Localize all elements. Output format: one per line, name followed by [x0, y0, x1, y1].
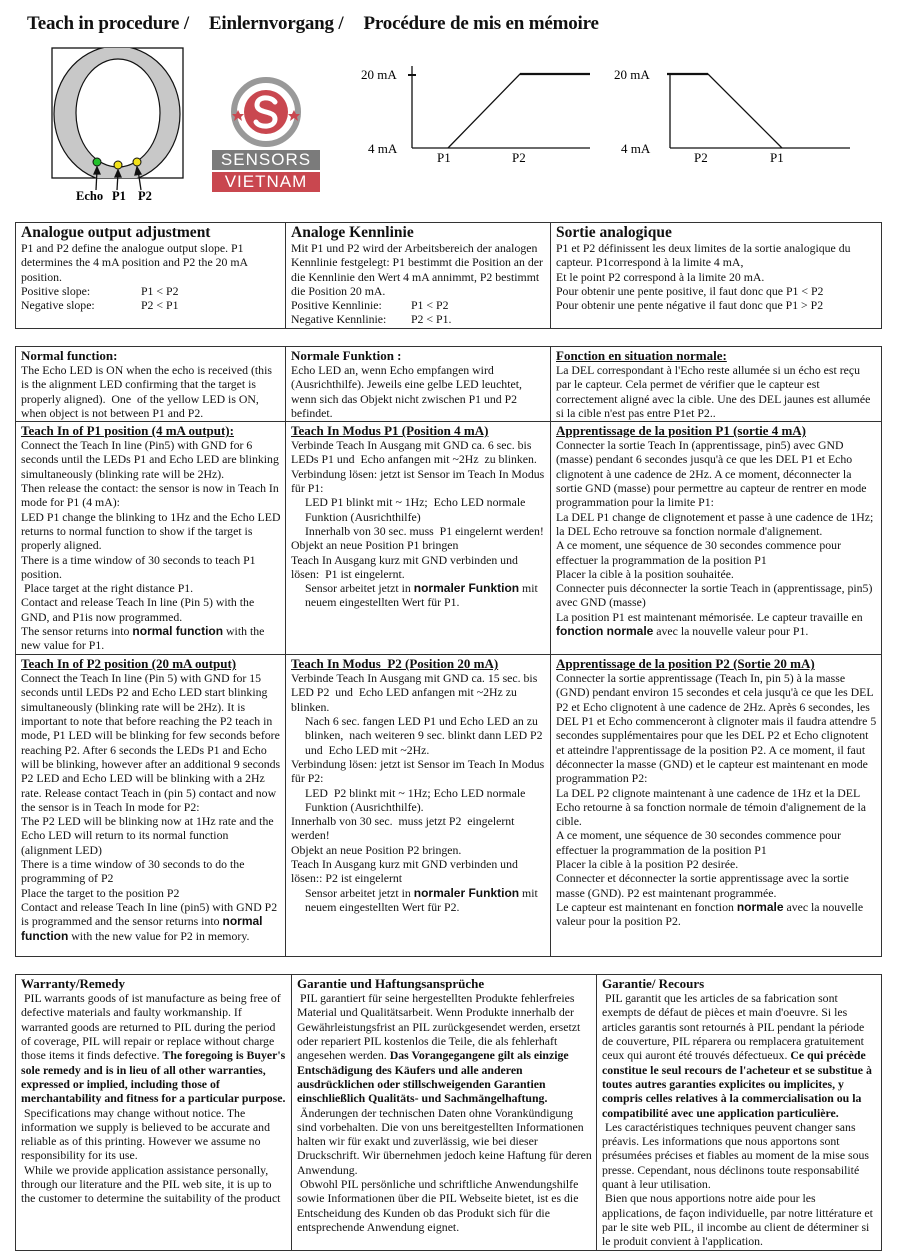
paragraph: LED P2 blinkt mit ~ 1Hz; Echo LED normale Funktion (Ausrichthilfe).	[305, 785, 529, 814]
paragraph: Verbindung lösen: jetzt ist Sensor im Teach In Modus für P1:	[291, 466, 548, 496]
paragraph: Sensor arbeitet jetzt in normaler Funktion mit neuem eingestellten Wert für P2.	[305, 885, 541, 914]
normal-function-en	[16, 347, 286, 422]
output-curve	[448, 74, 590, 148]
cell-heading: Apprentissage de la position P2 (Sortie 20 mA)	[556, 656, 815, 672]
p1-led-icon	[114, 161, 122, 169]
paragraph: A ce moment, une séquence de 30 secondes commence pour effectuer la programmation de la position P1	[556, 538, 844, 567]
p2-led-icon	[133, 158, 141, 166]
x-label: P1	[770, 150, 784, 165]
y-label-20ma: 20 mA	[614, 67, 650, 82]
p1-label: P1	[112, 189, 126, 203]
normal-function-fr	[551, 347, 882, 422]
negative-slope-graph	[614, 67, 850, 165]
warranty-fr	[597, 975, 882, 1250]
cell-en	[16, 223, 286, 329]
paragraph: Placer la cible à la position P2 desirée.	[556, 857, 739, 872]
bold-text: Das Vorangegangene gilt als einzige Entschädigung des Käufers und alle anderen ausdrücklichen oder stillschweigenden Garantien einschließlich Qualitäts- und Sachmängelhaftung.	[297, 1048, 572, 1106]
paragraph: A ce moment, une séquence de 30 secondes commence pour effectuer la programmation de la position P1	[556, 828, 844, 857]
cell-fr	[551, 223, 882, 329]
paragraph: Connecter puis déconnecter la sortie Teach in (apprentissage, pin5) avec GND (masse)	[556, 581, 876, 610]
content-tables	[15, 222, 881, 1251]
cell-heading: Normale Funktion :	[291, 348, 402, 363]
paragraph: Objekt an neue Position P1 bringen	[291, 538, 459, 553]
cell-heading: Analoge Kennlinie	[291, 224, 414, 241]
emphasis-text: normal function	[132, 624, 224, 639]
paragraph: Obwohl PIL persönliche und schriftliche Anwendungshilfe sowie Informationen über die PIL Webseite bietet, ist es die Entscheidung des Kunden ob das Produkt sich für die entsprechende Anwendung eignet.	[297, 1177, 582, 1234]
paragraph: Connect the Teach In line (Pin5) with GND for 6 seconds until the LEDs P1 and Echo LED are blinking simultaneously (blinking rate will be 2Hz).	[21, 438, 282, 481]
paragraph: La DEL P1 change de clignotement et passe à une cadence de 1Hz; la DEL Echo retrouve sa fonction normale d'alignement.	[556, 509, 877, 538]
cell-heading: Sortie analogique	[556, 224, 672, 241]
paragraph: Teach In Ausgang kurz mit GND verbinden und lösen: P1 ist eingelernt.	[291, 552, 521, 581]
paragraph: Et le point P2 correspond à la limite 20 mA.	[556, 269, 765, 284]
paragraph: Specifications may change without notice. The information we supply is believed to be accurate and reliable as of this printing. However we assume no responsibility for its use.	[21, 1105, 273, 1163]
paragraph: Connecter la sortie Teach In (apprentissage, pin5) avec GND (masse) pendant 6 secondes jusqu'à ce que les DEL P1 et Echo clignotent à une cadence de 2Hz. A ce moment, déconnecter la sortie GND (masse) pour permettre au capteur de rentrer en mode programmation pour la limite P1:	[556, 438, 870, 510]
title-fr: Procédure de mis en mémoire	[363, 13, 599, 34]
paragraph: Pour obtenir une pente positive, il faut donc que P1 < P2	[556, 283, 824, 298]
paragraph: Teach In Ausgang kurz mit GND verbinden und lösen:: P2 ist eingelernt	[291, 857, 521, 886]
paragraph: PIL garantiert für seine hergestellten Produkte fehlerfreies Material und Qualitätsarbeit. Wenn Produkte innerhalb der Gewährleistungsfrist an PIL zurückgesendet werden, ersetzt oder repariert PIL kostenlos die Teile, die als fehlerhaft angesehen werden. Das Vorangegangene gilt als einzige Entschädigung des Käufers und alle anderen ausdrücklichen oder stillschweigenden Garantien einschließlich Qualitäts- und Sachmängelhaftung.	[297, 991, 584, 1106]
emphasis-text: normaler Funktion	[413, 581, 520, 596]
emphasis-text: normal function	[21, 914, 266, 943]
paragraph: P1 et P2 définissent les deux limites de la sortie analogique du capteur. P1correspond à la limite 4 mA,	[556, 241, 854, 270]
teach-p1-fr	[551, 422, 882, 655]
paragraph: LED P1 blinkt mit ~ 1Hz; Echo LED normale Funktion (Ausrichthilfe)	[305, 495, 529, 524]
paragraph: LED P1 change the blinking to 1Hz and the Echo LED returns to normal function to show if the target is properly aligned.	[21, 509, 284, 553]
paragraph: Negative Kennlinie: P2 < P1.	[291, 312, 452, 327]
paragraph: The sensor returns into normal function with the new value for P1.	[21, 624, 268, 653]
paragraph: While we provide application assistance personally, through our literature and the PIL web site, it is up to the customer to determine the suitability of the product	[21, 1162, 281, 1206]
cell-heading: Teach In Modus P1 (Position 4 mA)	[291, 423, 489, 439]
page-title	[27, 13, 619, 35]
teach-p1-en	[16, 422, 286, 655]
teach-in-diagrams	[0, 40, 900, 210]
paragraph: PIL warrants goods of ist manufacture as being free of defective materials and faulty workmanship. If warranted goods are returned to PIL during the period of coverage, PIL will repair or replace without charge those items it finds defective. The foregoing is Buyer's sole remedy and is in lieu of all other warranties, expressed or implied, including those of merchantability and fitness for a particular purpose.	[21, 991, 289, 1106]
cell-heading: Apprentissage de la position P1 (sortie 4 mA)	[556, 423, 807, 439]
paragraph: La position P1 est maintenant mémorisée. Le capteur travaille en fonction normale avec la nouvelle valeur pour P1.	[556, 609, 866, 639]
y-label-4ma: 4 mA	[621, 141, 651, 156]
watermark-logo	[212, 150, 320, 192]
warranty-table	[15, 974, 882, 1250]
paragraph: Positive slope: P1 < P2	[21, 283, 179, 298]
paragraph: P1 and P2 define the analogue output slope. P1 determines the 4 mA position and P2 the 20 mA position.	[21, 241, 251, 284]
paragraph: Änderungen der technischen Daten ohne Vorankündigung sind vorbehalten. Die von uns bereitgestellten Informationen halten wir für exakt und zuverlässig, wie bei dieser Druckschrift. Wir übernehmen jedoch keine Haftung für deren Anwendung.	[297, 1105, 595, 1177]
paragraph: Place the target to the position P2	[21, 885, 180, 900]
positive-slope-graph	[361, 66, 590, 165]
paragraph: Innerhalb von 30 sec. muss P1 eingelernt werden!	[305, 523, 544, 538]
echo-led-icon	[93, 158, 101, 166]
warranty-de	[292, 975, 597, 1250]
teach-p1-de	[286, 422, 551, 655]
paragraph: PIL garantit que les articles de sa fabrication sont exempts de défaut de pièces et main d'oeuvre. Si les articles garantis sont retournés à PIL pendant la période de couverture, PIL réparera ou remplacera gratuitement ceux qui auront été trouvés défectueux. Ce qui précède constitue le seul recours de l'acheteur et se substitue à toutes autres garanties explicites ou implicites, y compris celles relatives à la commercialisation ou la compatibilité avec une application particulière.	[602, 991, 875, 1120]
teach-p2-en	[16, 655, 286, 957]
paragraph: Placer la cible à la position souhaitée.	[556, 566, 734, 581]
cell-heading: Warranty/Remedy	[21, 976, 125, 992]
paragraph: Contact and release Teach In line (pin5) with GND P2 is programmed and the sensor returns into normal function with the new value for P2 in memory.	[21, 899, 281, 943]
emphasis-text: fonction normale	[556, 624, 654, 639]
bold-text: Ce qui précède constitue le seul recours de l'acheteur et se substitue à toutes autres garanties explicites ou implicites, y compris celles relatives à la commercialisation ou la compatibilité avec une application particulière.	[602, 1048, 875, 1120]
x-label: P2	[694, 150, 708, 165]
teach-in-table	[15, 346, 882, 957]
title-de: Einlernvorgang /	[208, 13, 344, 34]
paragraph: Nach 6 sec. fangen LED P1 und Echo LED an zu blinken, nach weiteren 9 sec. blinkt dann LED P2 und Echo LED mit ~2Hz.	[305, 714, 546, 757]
paragraph: The P2 LED will be blinking now at 1Hz rate and the Echo LED will return to its normal function (alignment LED)	[21, 814, 277, 857]
paragraph: La DEL correspondant à l'Echo reste allumée si un écho est reçu par le capteur. Cela permet de vérifier que le capteur est correctement aligné avec la cible. Une des DEL jaunes est allumée si la cible n'est pas entre P1et P2..	[556, 363, 874, 420]
bold-text: The foregoing is Buyer's sole remedy and is in lieu of all other warranties, expressed or implied, including those of merchantability and fitness for a particular purpose.	[21, 1048, 289, 1106]
analogue-output-table	[15, 222, 882, 329]
paragraph: Contact and release Teach In line (Pin 5) with the GND, and P1is now programmed.	[21, 595, 258, 624]
paragraph: Then release the contact: the sensor is now in Teach In mode for P1 (4 mA):	[21, 481, 282, 510]
x-label: P1	[437, 150, 451, 165]
y-label-4ma: 4 mA	[368, 141, 398, 156]
watermark-line1: SENSORS	[212, 150, 320, 170]
paragraph: Connect the Teach In line (Pin 5) with GND for 15 seconds until LEDs P2 and Echo LED start blinking simultaneously (blinking rate will be 2Hz). It is important to note that before reaching the P2 teach in mode, P1 LED will be blinking for few seconds before reaching P2. After 6 seconds the LEDs P1 and Echo will be blinking, however after an additional 9 seconds P2 LED and Echo LED will be blinking with a 2Hz rate. Release contact Teach in (pin 5) contact and now the sensor is in Teach In mode for P2:	[21, 671, 284, 814]
paragraph: The Echo LED is ON when the echo is received (this is the alignment LED confirming that the target is properly aligned). One of the yellow LED is ON, when object is not between P1 and P2.	[21, 363, 275, 420]
paragraph: Negative slope: P2 < P1	[21, 298, 179, 313]
paragraph: Place target at the right distance P1.	[21, 581, 194, 596]
cell-heading: Garantie und Haftungsansprüche	[297, 976, 485, 992]
p2-label: P2	[138, 189, 152, 203]
paragraph: Verbindung lösen: jetzt ist Sensor im Teach In Modus für P2:	[291, 756, 548, 786]
emphasis-text: normaler Funktion	[413, 885, 520, 900]
watermark-line2: VIETNAM	[212, 172, 320, 192]
teach-p2-de	[286, 655, 551, 957]
cell-heading: Teach In Modus P2 (Position 20 mA)	[291, 656, 499, 672]
paragraph: Connecter et déconnecter la sortie apprentissage avec la sortie masse (GND). P2 est maintenant programmée.	[556, 871, 852, 900]
paragraph: Objekt an neue Position P2 bringen.	[291, 842, 462, 857]
teach-p2-fr	[551, 655, 882, 957]
y-label-20ma: 20 mA	[361, 67, 397, 82]
cell-heading: Teach In of P2 position (20 mA output)	[21, 656, 237, 672]
paragraph: Verbinde Teach In Ausgang mit GND ca. 6 sec. bis LEDs P1 und Echo anfangen mit ~2Hz zu blinken.	[291, 438, 537, 467]
x-label: P2	[512, 150, 526, 165]
echo-label: Echo	[76, 189, 104, 203]
paragraph: Pour obtenir une pente négative il faut donc que P1 > P2	[556, 298, 824, 313]
paragraph: Bien que nous apportions notre aide pour les applications, de façon individuelle, par notre littérature et par le site web PIL, il incombe au client de déterminer si le produit convient à l'application.	[602, 1191, 876, 1249]
paragraph: Mit P1 und P2 wird der Arbeitsbereich der analogen Kennlinie festgelegt: P1 bestimmt die Position an der die Kennlinie den Wert 4 mA annimmt, P2 bestimmt die Position 20 mA.	[291, 241, 546, 298]
warranty-en	[16, 975, 292, 1250]
paragraph: Les caractéristiques techniques peuvent changer sans préavis. Les informations que nous apportons sont présumées précises et fiables au moment de la mise sous presse. Cependant, nous déclinons toute responsabilité quant à leur utilisation.	[602, 1119, 872, 1192]
paragraph: Verbinde Teach In Ausgang mit GND ca. 15 sec. bis LED P2 und Echo LED anfangen mit ~2Hz zu blinken.	[291, 671, 541, 714]
paragraph: Echo LED an, wenn Echo empfangen wird (Ausrichthilfe). Jeweils eine gelbe LED leuchtet, wenn sich das Objekt nicht zwischen P1 und P2 befindet.	[291, 363, 525, 420]
cell-heading: Teach In of P1 position (4 mA output):	[21, 423, 234, 439]
paragraph: There is a time window of 30 seconds to do the programming of P2	[21, 857, 248, 886]
paragraph: There is a time window of 30 seconds to teach P1 position.	[21, 552, 259, 581]
cell-heading: Normal function:	[21, 348, 118, 363]
sensor-face	[76, 59, 160, 167]
cell-heading: Analogue output adjustment	[21, 224, 211, 241]
emphasis-text: normale	[736, 899, 784, 914]
output-curve	[670, 74, 782, 148]
cell-heading: Garantie/ Recours	[602, 976, 705, 992]
title-en: Teach in procedure /	[27, 13, 189, 34]
watermark-stamp-logo	[231, 76, 301, 148]
normal-function-de	[286, 347, 551, 422]
paragraph: Innerhalb von 30 sec. muss jetzt P2 eingelernt werden!	[291, 814, 518, 843]
paragraph: La DEL P2 clignote maintenant à une cadence de 1Hz et la DEL Echo retourne à sa fonction normale de témoin d'alignement de la cible.	[556, 785, 869, 829]
paragraph: Le capteur est maintenant en fonction normale avec la nouvelle valeur pour la position P2.	[556, 899, 867, 929]
paragraph: Positive Kennlinie: P1 < P2	[291, 298, 449, 313]
paragraph: Connecter la sortie apprentissage (Teach In, pin 5) à la masse (GND) pendant environ 15 secondes et cela jusqu'à ce que les DEL P2 et Echo clignotent à une cadence de 2Hz. Après 6 secondes, les DEL P1 et Echo commenceront à clignoter mais il faudra attendre 5 secondes supplémentaires pour que les DEL P2 et Echo clignotent et atteindre l'apprentissage de la position P2. A ce moment, il faut déconnecter la masse (GND) et le capteur est maintenant en mode programmation P2:	[556, 671, 880, 786]
paragraph: Sensor arbeitet jetzt in normaler Funktion mit neuem eingestellten Wert für P1.	[305, 581, 541, 610]
cell-heading: Fonction en situation normale:	[556, 348, 727, 363]
cell-de	[286, 223, 551, 329]
sensor-front-diagram	[52, 46, 183, 203]
